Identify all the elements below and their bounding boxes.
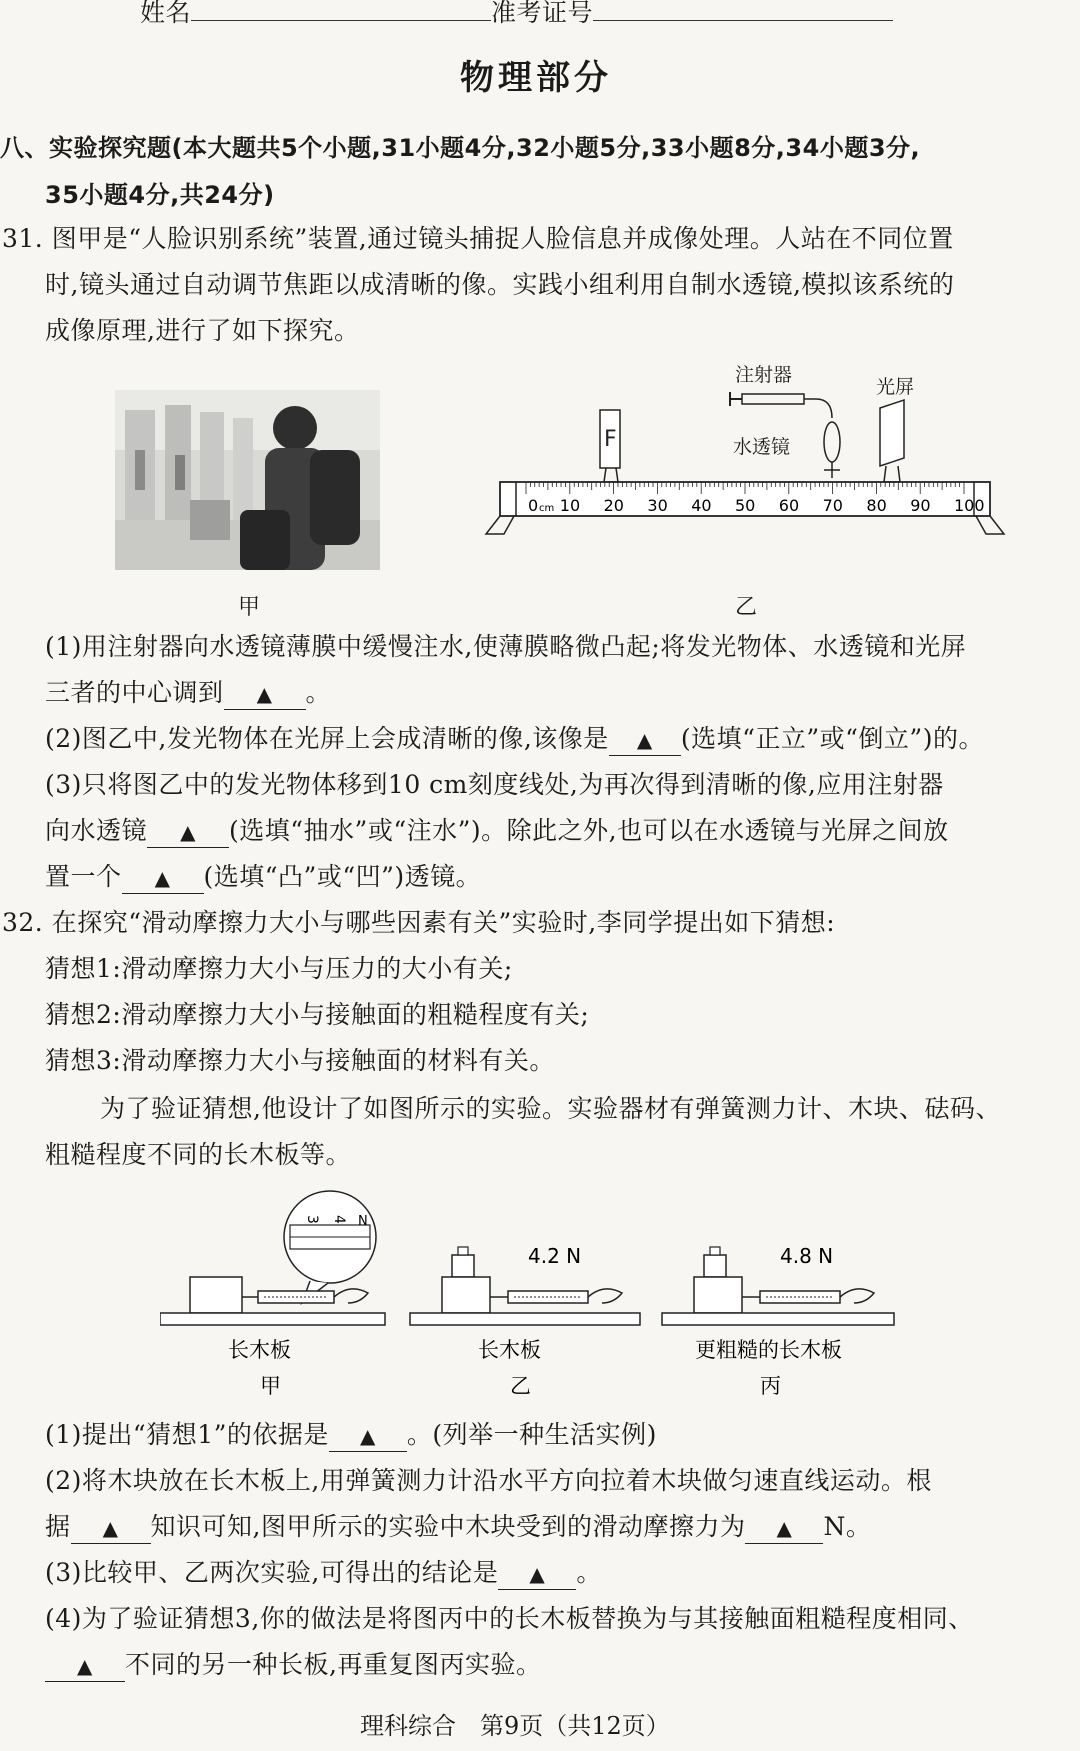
q32-blank-2[interactable] bbox=[71, 1512, 151, 1544]
q32-p3-row bbox=[45, 1550, 602, 1596]
board-b bbox=[410, 1313, 640, 1325]
q31-intro-2: 时,镜头通过自动调节焦距以成清晰的像。实践小组利用自制水透镜,模拟该系统的 bbox=[45, 270, 955, 299]
light-source-object-icon bbox=[600, 410, 620, 482]
fig-a-caption: 甲 bbox=[260, 1374, 281, 1395]
q32-p2-a: (2)将木块放在长木板上,用弹簧测力计沿水平方向拉着木块做匀速直线运动。根 bbox=[45, 1466, 932, 1495]
q32-p1-row bbox=[45, 1412, 657, 1458]
blank-triangle-icon: ▲ bbox=[776, 1516, 793, 1540]
q32-p4-b-row bbox=[45, 1642, 541, 1688]
ruler-tick-label: 0 bbox=[528, 496, 539, 515]
wood-block-b bbox=[442, 1277, 490, 1313]
ruler-unit-label: cm bbox=[539, 503, 555, 514]
section8-line1: 八、实验探究题(本大题共5个小题,31小题4分,32小题5分,33小题8分,34小题3分, bbox=[0, 134, 921, 162]
fig-c-board-label: 更粗糙的长木板 bbox=[695, 1338, 842, 1362]
q32-para-a: 为了验证猜想,他设计了如图所示的实验。实验器材有弹簧测力计、木块、砝码、 bbox=[100, 1094, 1001, 1123]
optical-bench-diagram bbox=[480, 370, 1010, 570]
blank-triangle-icon: ▲ bbox=[77, 1654, 93, 1678]
q31-p2-row bbox=[45, 716, 984, 762]
ruler-tick-label: 80 bbox=[866, 496, 887, 515]
q31-blank-4[interactable] bbox=[122, 862, 204, 894]
q32-p4-a: (4)为了验证猜想3,你的做法是将图丙中的长木板替换为与其接触面粗糙程度相同、 bbox=[45, 1604, 974, 1633]
syringe-icon bbox=[730, 392, 832, 418]
section8-line2: 35小题4分,共24分) bbox=[45, 181, 275, 209]
board-a bbox=[160, 1313, 385, 1325]
q32-blank-1[interactable] bbox=[329, 1420, 407, 1452]
fig-c-setup bbox=[662, 1244, 894, 1395]
ruler-tick-label: 20 bbox=[603, 496, 624, 515]
q32-guess-1: 猜想1:滑动摩擦力大小与压力的大小有关; bbox=[45, 954, 513, 983]
fig-b-reading: 4.2 N bbox=[528, 1244, 582, 1268]
q31-blank-2[interactable] bbox=[609, 724, 681, 756]
dial-unit: N bbox=[358, 1214, 368, 1229]
exam-id-field[interactable] bbox=[593, 0, 893, 21]
q31-fig-b-caption: 乙 bbox=[735, 595, 758, 620]
wood-block-a bbox=[190, 1277, 242, 1313]
blank-triangle-icon: ▲ bbox=[636, 728, 653, 752]
ruler-tick-label: 70 bbox=[822, 496, 843, 515]
blank-triangle-icon: ▲ bbox=[529, 1562, 546, 1586]
fig-b-board-label: 长木板 bbox=[478, 1338, 541, 1362]
ruler-tick-label: 30 bbox=[647, 496, 668, 515]
ruler-tick-label: 40 bbox=[691, 496, 712, 515]
q31-intro-1: 31. 图甲是“人脸识别系统”装置,通过镜头捕捉人脸信息并成像处理。人站在不同位置 bbox=[2, 224, 954, 253]
q31-fig-a-caption: 甲 bbox=[238, 595, 261, 620]
q31-p3-d-row bbox=[45, 854, 481, 900]
q31-p2-a: (2)图乙中,发光物体在光屏上会成清晰的像,该像是 bbox=[45, 724, 609, 753]
q31-intro-3: 成像原理,进行了如下探究。 bbox=[45, 316, 360, 345]
q32-guess-2: 猜想2:滑动摩擦力大小与接触面的粗糙程度有关; bbox=[45, 1000, 590, 1029]
q31-p1-end: 。 bbox=[305, 678, 332, 707]
fig-b-setup bbox=[410, 1244, 640, 1395]
page-footer: 理科综合 第9页（共12页） bbox=[360, 1712, 670, 1740]
fig-c-caption: 丙 bbox=[760, 1374, 781, 1395]
ruler-tick-label: 100 bbox=[954, 496, 985, 515]
q31-p2-b: (选填“正立”或“倒立”)的。 bbox=[680, 724, 984, 753]
q32-p4-b: 不同的另一种长板,再重复图丙实验。 bbox=[125, 1650, 542, 1679]
q31-blank-1[interactable] bbox=[224, 678, 306, 710]
object-letter: F bbox=[604, 427, 617, 452]
blank-triangle-icon: ▲ bbox=[102, 1516, 119, 1540]
q31-p3-b: 向水透镜 bbox=[45, 816, 148, 845]
q32-p2-b-row bbox=[45, 1504, 871, 1550]
q32-guess-3: 猜想3:滑动摩擦力大小与接触面的材料有关。 bbox=[45, 1046, 555, 1075]
section-title: 物理部分 bbox=[460, 58, 612, 98]
q32-p2-b: 据 bbox=[45, 1512, 71, 1541]
wood-block-c bbox=[694, 1277, 742, 1313]
q32-p2-d: N。 bbox=[823, 1512, 872, 1541]
syringe-label: 注射器 bbox=[735, 364, 793, 386]
q32-blank-5[interactable] bbox=[45, 1650, 125, 1682]
ruler-tick-label: 10 bbox=[559, 496, 581, 515]
q31-blank-3[interactable] bbox=[147, 816, 229, 848]
screen-label: 光屏 bbox=[876, 376, 915, 398]
blank-triangle-icon: ▲ bbox=[256, 682, 273, 706]
light-screen-icon bbox=[880, 400, 904, 482]
hand-icon bbox=[334, 1289, 368, 1303]
q32-p1-b: 。(列举一种生活实例) bbox=[406, 1420, 657, 1449]
q31-p1-b-row bbox=[45, 670, 331, 716]
header-row bbox=[140, 0, 893, 36]
board-c bbox=[662, 1313, 894, 1325]
blank-triangle-icon: ▲ bbox=[359, 1424, 376, 1448]
fig-b-caption: 乙 bbox=[510, 1374, 531, 1395]
q32-p3-a: (3)比较甲、乙两次实验,可得出的结论是 bbox=[45, 1558, 499, 1587]
q32-p2-c: 知识可知,图甲所示的实验中木块受到的滑动摩擦力为 bbox=[150, 1512, 746, 1541]
q31-p3-b-row bbox=[45, 808, 949, 854]
q32-para-b: 粗糙程度不同的长木板等。 bbox=[45, 1140, 352, 1169]
q32-p3-b: 。 bbox=[576, 1558, 602, 1587]
dial-label-3: 3 bbox=[304, 1215, 320, 1224]
fig-c-reading: 4.8 N bbox=[780, 1244, 834, 1268]
fig-a-setup bbox=[160, 1191, 385, 1395]
blank-triangle-icon: ▲ bbox=[180, 820, 196, 844]
face-recognition-photo bbox=[115, 390, 380, 570]
q31-p3-d: 置一个 bbox=[45, 862, 122, 891]
name-label: 姓名 bbox=[140, 0, 192, 27]
q31-p1-b-text: 三者的中心调到 bbox=[45, 678, 224, 707]
weight-b-icon bbox=[452, 1255, 474, 1277]
water-lens-icon bbox=[824, 422, 840, 478]
q32-intro: 32. 在探究“滑动摩擦力大小与哪些因素有关”实验时,李同学提出如下猜想: bbox=[2, 908, 836, 937]
ruler-tick-label: 60 bbox=[778, 496, 800, 515]
fig-a-board-label: 长木板 bbox=[228, 1338, 291, 1362]
exam-id-label: 准考证号 bbox=[491, 0, 594, 27]
q32-p1-a: (1)提出“猜想1”的依据是 bbox=[45, 1420, 329, 1449]
name-field[interactable] bbox=[191, 0, 491, 21]
q31-p3-a: (3)只将图乙中的发光物体移到10 cm刻度线处,为再次得到清晰的像,应用注射器 bbox=[45, 770, 944, 799]
q32-blank-3[interactable] bbox=[745, 1512, 823, 1544]
q31-p3-c: (选填“抽水”或“注水”)。除此之外,也可以在水透镜与光屏之间放 bbox=[229, 816, 949, 845]
ruler-tick-label: 50 bbox=[735, 496, 756, 515]
q31-p3-e: (选填“凸”或“凹”)透镜。 bbox=[203, 862, 482, 891]
dial-label-4: 4 bbox=[331, 1215, 347, 1224]
q31-p1-a: (1)用注射器向水透镜薄膜中缓慢注水,使薄膜略微凸起;将发光物体、水透镜和光屏 bbox=[45, 632, 967, 661]
weight-c-icon bbox=[704, 1255, 726, 1277]
friction-experiment-diagrams bbox=[160, 1185, 960, 1395]
q32-blank-4[interactable] bbox=[498, 1558, 576, 1590]
water-lens-label: 水透镜 bbox=[733, 436, 791, 458]
blank-triangle-icon: ▲ bbox=[154, 866, 171, 890]
ruler-tick-label: 90 bbox=[910, 496, 931, 515]
